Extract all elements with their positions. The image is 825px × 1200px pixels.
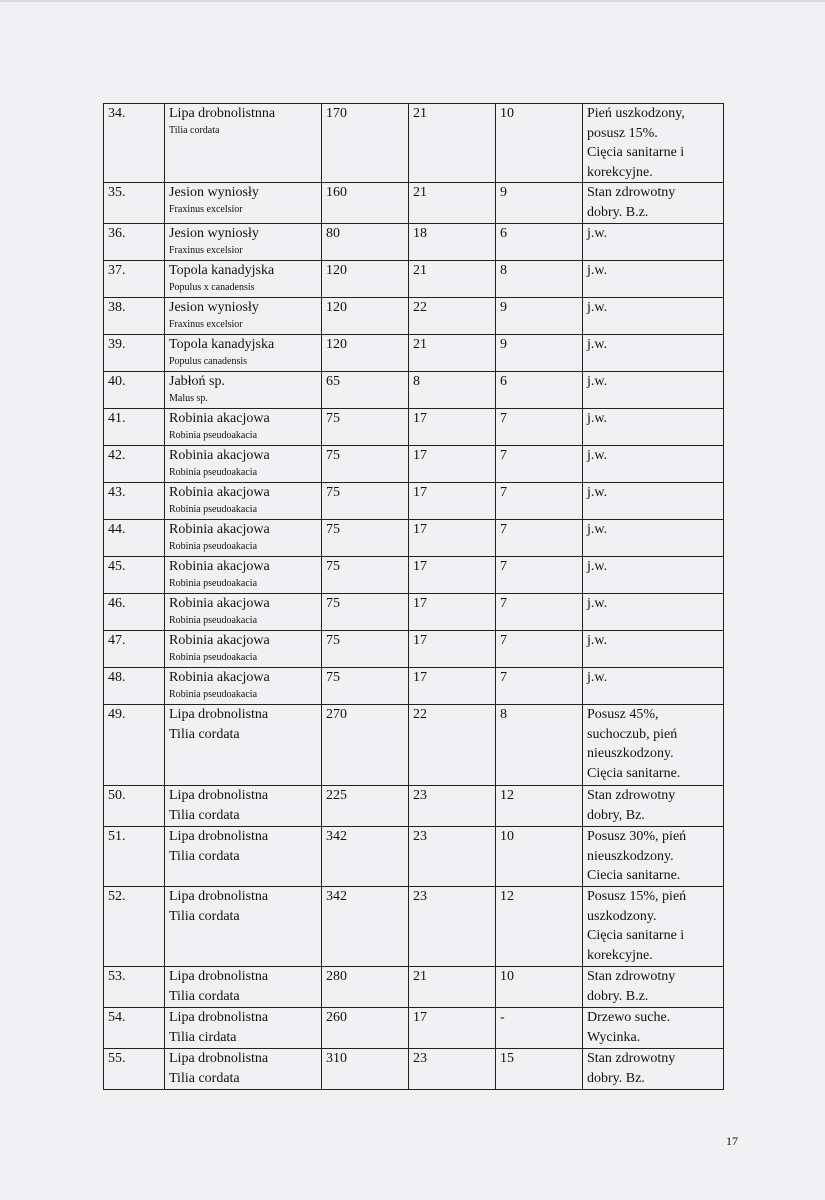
species-latin-name: Tilia cordata — [169, 726, 240, 742]
species-cell — [165, 224, 322, 261]
condition-note-line: Wycinka. — [587, 1029, 641, 1045]
species-polish-name: Jesion wyniosły — [169, 300, 259, 315]
species-cell — [165, 483, 322, 520]
species-latin-name: Tilia cordata — [169, 807, 240, 823]
condition-note-cell — [583, 409, 724, 446]
height-cell: 21 — [409, 335, 496, 372]
species-cell — [165, 1049, 322, 1090]
circumference-cell: 75 — [322, 483, 409, 520]
condition-note-cell — [583, 786, 724, 827]
condition-note-line: j.w. — [587, 226, 608, 241]
condition-note-line: j.w. — [587, 559, 608, 574]
circumference-cell: 310 — [322, 1049, 409, 1090]
condition-note-cell — [583, 372, 724, 409]
condition-note-cell — [583, 1049, 724, 1090]
circumference-cell: 80 — [322, 224, 409, 261]
condition-note-line: Posusz 15%, pień — [587, 889, 687, 904]
circumference-cell: 120 — [322, 298, 409, 335]
height-cell: 21 — [409, 261, 496, 298]
species-polish-name: Robinia akacjowa — [169, 485, 270, 500]
crown-cell: 7 — [496, 520, 583, 557]
table-row — [104, 967, 724, 1008]
condition-note-cell — [583, 557, 724, 594]
table-row — [104, 668, 724, 705]
height-cell: 23 — [409, 827, 496, 887]
condition-note-line: dobry. B.z. — [587, 988, 649, 1004]
species-cell — [165, 409, 322, 446]
crown-cell: 12 — [496, 786, 583, 827]
table-row — [104, 372, 724, 409]
height-cell: 17 — [409, 409, 496, 446]
species-polish-name: Robinia akacjowa — [169, 633, 270, 648]
condition-note-line: Stan zdrowotny — [587, 969, 676, 984]
table-row — [104, 224, 724, 261]
condition-note-cell — [583, 827, 724, 887]
circumference-cell: 342 — [322, 827, 409, 887]
height-cell: 17 — [409, 668, 496, 705]
condition-note-line: Stan zdrowotny — [587, 185, 676, 200]
condition-note-line: j.w. — [587, 633, 608, 648]
species-latin-name: Populus canadensis — [169, 355, 248, 367]
condition-note-cell — [583, 520, 724, 557]
species-polish-name: Lipa drobnolistna — [169, 829, 269, 844]
condition-note-cell — [583, 1008, 724, 1049]
circumference-cell: 342 — [322, 887, 409, 967]
table-row — [104, 409, 724, 446]
table-row — [104, 446, 724, 483]
condition-note-cell — [583, 224, 724, 261]
height-cell: 17 — [409, 446, 496, 483]
circumference-cell: 75 — [322, 409, 409, 446]
row-number-cell: 46. — [104, 594, 165, 631]
crown-cell: 7 — [496, 483, 583, 520]
row-number-cell: 37. — [104, 261, 165, 298]
condition-note-line: posusz 15%. — [587, 125, 658, 141]
table-row — [104, 786, 724, 827]
tree-inventory-table — [103, 103, 724, 1090]
condition-note-cell — [583, 261, 724, 298]
height-cell: 17 — [409, 483, 496, 520]
table-row — [104, 557, 724, 594]
height-cell: 23 — [409, 1049, 496, 1090]
height-cell: 17 — [409, 631, 496, 668]
row-number-cell: 38. — [104, 298, 165, 335]
species-cell — [165, 183, 322, 224]
condition-note-cell — [583, 446, 724, 483]
species-latin-name: Fraxinus excelsior — [169, 318, 243, 330]
crown-cell: 7 — [496, 594, 583, 631]
species-cell — [165, 1008, 322, 1049]
page-number: 17 — [726, 1134, 738, 1148]
condition-note-line: Cięcia sanitarne. — [587, 765, 681, 781]
species-cell — [165, 335, 322, 372]
row-number-cell: 47. — [104, 631, 165, 668]
species-polish-name: Lipa drobnolistna — [169, 1010, 269, 1025]
species-latin-name: Robinia pseudoakacia — [169, 614, 258, 626]
circumference-cell: 160 — [322, 183, 409, 224]
height-cell: 23 — [409, 786, 496, 827]
table-row — [104, 887, 724, 967]
table-row — [104, 827, 724, 887]
species-polish-name: Lipa drobnolistna — [169, 1051, 269, 1066]
crown-cell: - — [496, 1008, 583, 1049]
condition-note-line: Posusz 30%, pień — [587, 829, 687, 844]
crown-cell: 10 — [496, 967, 583, 1008]
table-row — [104, 183, 724, 224]
table-row — [104, 705, 724, 786]
height-cell: 8 — [409, 372, 496, 409]
condition-note-cell — [583, 594, 724, 631]
species-cell — [165, 668, 322, 705]
species-polish-name: Lipa drobnolistna — [169, 889, 269, 904]
species-polish-name: Lipa drobnolistna — [169, 969, 269, 984]
row-number-cell: 55. — [104, 1049, 165, 1090]
height-cell: 17 — [409, 520, 496, 557]
condition-note-line: j.w. — [587, 263, 608, 278]
species-polish-name: Lipa drobnolistnna — [169, 106, 276, 121]
circumference-cell: 120 — [322, 335, 409, 372]
condition-note-line: nieuszkodzony. — [587, 848, 674, 864]
species-latin-name: Robinia pseudoakacia — [169, 466, 258, 478]
height-cell: 21 — [409, 967, 496, 1008]
height-cell: 18 — [409, 224, 496, 261]
table-row — [104, 335, 724, 372]
species-polish-name: Robinia akacjowa — [169, 559, 270, 574]
row-number-cell: 51. — [104, 827, 165, 887]
row-number-cell: 49. — [104, 705, 165, 786]
species-cell — [165, 594, 322, 631]
row-number-cell: 54. — [104, 1008, 165, 1049]
species-polish-name: Jesion wyniosły — [169, 185, 259, 200]
circumference-cell: 170 — [322, 104, 409, 183]
circumference-cell: 75 — [322, 631, 409, 668]
crown-cell: 6 — [496, 372, 583, 409]
condition-note-line: j.w. — [587, 670, 608, 685]
species-polish-name: Robinia akacjowa — [169, 411, 270, 426]
condition-note-line: Ciecia sanitarne. — [587, 868, 681, 883]
page-top-edge — [0, 0, 825, 2]
row-number-cell: 48. — [104, 668, 165, 705]
species-polish-name: Topola kanadyjska — [169, 263, 275, 278]
height-cell: 21 — [409, 183, 496, 224]
table-row — [104, 1008, 724, 1049]
crown-cell: 15 — [496, 1049, 583, 1090]
species-cell — [165, 261, 322, 298]
species-latin-name: Tilia cordata — [169, 908, 240, 924]
crown-cell: 9 — [496, 183, 583, 224]
crown-cell: 7 — [496, 409, 583, 446]
row-number-cell: 50. — [104, 786, 165, 827]
crown-cell: 7 — [496, 631, 583, 668]
condition-note-line: Posusz 45%, — [587, 707, 659, 722]
condition-note-cell — [583, 483, 724, 520]
species-cell — [165, 557, 322, 594]
species-latin-name: Robinia pseudoakacia — [169, 688, 258, 700]
condition-note-cell — [583, 967, 724, 1008]
row-number-cell: 39. — [104, 335, 165, 372]
height-cell: 17 — [409, 594, 496, 631]
circumference-cell: 75 — [322, 557, 409, 594]
species-latin-name: Malus sp. — [169, 392, 208, 404]
row-number-cell: 45. — [104, 557, 165, 594]
species-polish-name: Robinia akacjowa — [169, 448, 270, 463]
species-polish-name: Jabłoń sp. — [169, 374, 225, 389]
circumference-cell: 120 — [322, 261, 409, 298]
height-cell: 22 — [409, 705, 496, 786]
species-polish-name: Jesion wyniosły — [169, 226, 259, 241]
species-cell — [165, 104, 322, 183]
row-number-cell: 43. — [104, 483, 165, 520]
species-polish-name: Robinia akacjowa — [169, 522, 270, 537]
species-cell — [165, 786, 322, 827]
species-latin-name: Fraxinus excelsior — [169, 244, 243, 256]
circumference-cell: 75 — [322, 668, 409, 705]
species-latin-name: Populus x canadensis — [169, 281, 255, 293]
circumference-cell: 75 — [322, 594, 409, 631]
species-latin-name: Tilia cordata — [169, 848, 240, 864]
species-cell — [165, 372, 322, 409]
circumference-cell: 280 — [322, 967, 409, 1008]
crown-cell: 12 — [496, 887, 583, 967]
circumference-cell: 260 — [322, 1008, 409, 1049]
height-cell: 21 — [409, 104, 496, 183]
condition-note-cell — [583, 298, 724, 335]
species-polish-name: Lipa drobnolistna — [169, 788, 269, 803]
table-row — [104, 631, 724, 668]
condition-note-line: j.w. — [587, 522, 608, 537]
species-cell — [165, 631, 322, 668]
row-number-cell: 41. — [104, 409, 165, 446]
condition-note-line: j.w. — [587, 337, 608, 352]
species-cell — [165, 705, 322, 786]
table-row — [104, 261, 724, 298]
crown-cell: 7 — [496, 446, 583, 483]
condition-note-cell — [583, 631, 724, 668]
condition-note-line: Cięcia sanitarne i — [587, 145, 685, 160]
row-number-cell: 44. — [104, 520, 165, 557]
species-cell — [165, 827, 322, 887]
species-polish-name: Robinia akacjowa — [169, 670, 270, 685]
circumference-cell: 65 — [322, 372, 409, 409]
row-number-cell: 53. — [104, 967, 165, 1008]
height-cell: 23 — [409, 887, 496, 967]
circumference-cell: 270 — [322, 705, 409, 786]
species-cell — [165, 887, 322, 967]
species-latin-name: Tilia cordata — [169, 124, 220, 136]
condition-note-cell — [583, 705, 724, 786]
condition-note-line: Stan zdrowotny — [587, 788, 676, 803]
table-row — [104, 298, 724, 335]
condition-note-line: korekcyjne. — [587, 164, 653, 180]
row-number-cell: 42. — [104, 446, 165, 483]
species-latin-name: Tilia cordata — [169, 1070, 240, 1086]
condition-note-line: j.w. — [587, 300, 608, 315]
row-number-cell: 36. — [104, 224, 165, 261]
circumference-cell: 75 — [322, 520, 409, 557]
species-latin-name: Tilia cordata — [169, 988, 240, 1004]
condition-note-cell — [583, 104, 724, 183]
crown-cell: 7 — [496, 668, 583, 705]
condition-note-line: suchoczub, pień — [587, 726, 678, 742]
condition-note-line: Pień uszkodzony, — [587, 106, 685, 121]
condition-note-line: j.w. — [587, 374, 608, 389]
table-row — [104, 483, 724, 520]
species-latin-name: Tilia cirdata — [169, 1029, 237, 1045]
condition-note-line: nieuszkodzony. — [587, 746, 674, 761]
species-latin-name: Fraxinus excelsior — [169, 203, 243, 215]
row-number-cell: 35. — [104, 183, 165, 224]
species-latin-name: Robinia pseudoakacia — [169, 651, 258, 663]
condition-note-line: j.w. — [587, 411, 608, 426]
crown-cell: 9 — [496, 335, 583, 372]
crown-cell: 6 — [496, 224, 583, 261]
condition-note-cell — [583, 668, 724, 705]
row-number-cell: 52. — [104, 887, 165, 967]
species-polish-name: Lipa drobnolistna — [169, 707, 269, 722]
condition-note-line: j.w. — [587, 485, 608, 500]
table-row — [104, 594, 724, 631]
height-cell: 17 — [409, 557, 496, 594]
condition-note-cell — [583, 183, 724, 224]
species-polish-name: Topola kanadyjska — [169, 337, 275, 352]
species-cell — [165, 967, 322, 1008]
species-latin-name: Robinia pseudoakacia — [169, 540, 258, 552]
condition-note-line: dobry. Bz. — [587, 1070, 645, 1086]
species-latin-name: Robinia pseudoakacia — [169, 577, 258, 589]
condition-note-line: Drzewo suche. — [587, 1010, 671, 1025]
species-cell — [165, 520, 322, 557]
condition-note-line: uszkodzony. — [587, 908, 657, 924]
crown-cell: 9 — [496, 298, 583, 335]
row-number-cell: 34. — [104, 104, 165, 183]
species-polish-name: Robinia akacjowa — [169, 596, 270, 611]
condition-note-line: j.w. — [587, 448, 608, 463]
crown-cell: 8 — [496, 261, 583, 298]
height-cell: 17 — [409, 1008, 496, 1049]
condition-note-line: j.w. — [587, 596, 608, 611]
table-row — [104, 520, 724, 557]
crown-cell: 7 — [496, 557, 583, 594]
species-latin-name: Robinia pseudoakacia — [169, 503, 258, 515]
condition-note-cell — [583, 335, 724, 372]
condition-note-line: korekcyjne. — [587, 947, 653, 963]
condition-note-line: Cięcia sanitarne i — [587, 928, 685, 943]
species-latin-name: Robinia pseudoakacia — [169, 429, 258, 441]
condition-note-line: Stan zdrowotny — [587, 1051, 676, 1066]
crown-cell: 10 — [496, 827, 583, 887]
condition-note-line: dobry, Bz. — [587, 807, 645, 823]
row-number-cell: 40. — [104, 372, 165, 409]
circumference-cell: 225 — [322, 786, 409, 827]
condition-note-cell — [583, 887, 724, 967]
condition-note-line: dobry. B.z. — [587, 204, 649, 220]
crown-cell: 10 — [496, 104, 583, 183]
species-cell — [165, 446, 322, 483]
table-row — [104, 1049, 724, 1090]
species-cell — [165, 298, 322, 335]
circumference-cell: 75 — [322, 446, 409, 483]
table-row — [104, 104, 724, 183]
crown-cell: 8 — [496, 705, 583, 786]
height-cell: 22 — [409, 298, 496, 335]
